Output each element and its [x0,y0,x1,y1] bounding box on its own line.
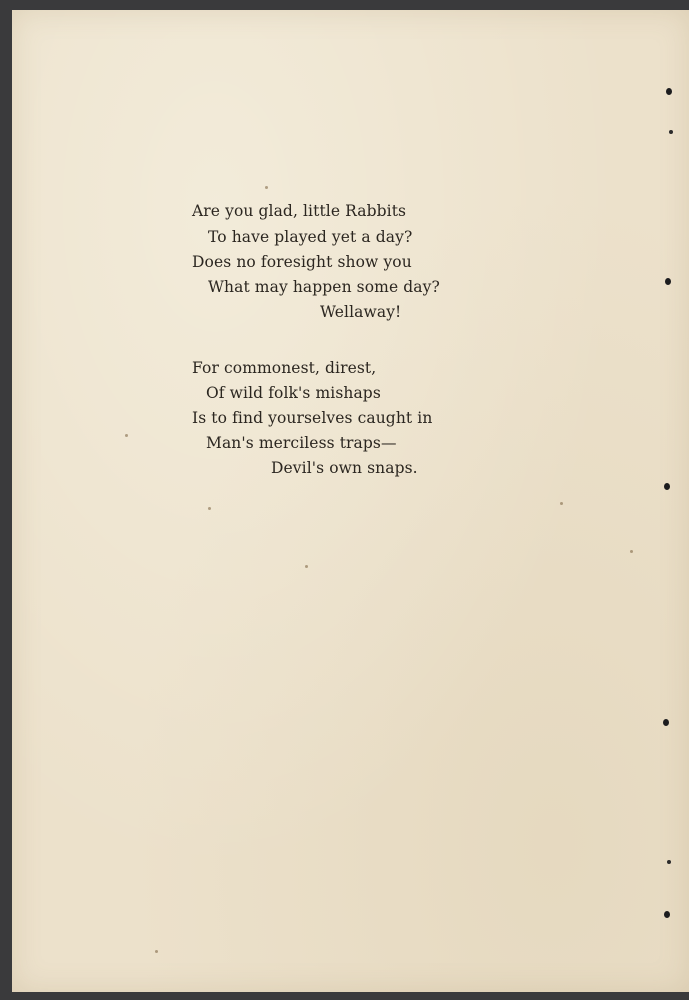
paper-speck [305,565,308,568]
poem-line: Does no foresight show you [192,253,412,271]
poem-line: What may happen some day? [208,278,440,296]
poem-line: Wellaway! [320,303,402,321]
binding-hole [665,278,671,285]
poem-line: Man's merciless traps— [206,434,397,452]
paper-speck [155,950,158,953]
binding-hole [667,860,671,864]
paper-speck [208,507,211,510]
binding-hole [666,88,672,95]
paper-speck [125,434,128,437]
paper-speck [560,502,563,505]
poem-line: To have played yet a day? [208,228,413,246]
binding-hole [663,719,669,726]
binding-hole [664,483,670,490]
poem-line: Is to find yourselves caught in [192,409,433,427]
poem-line: For commonest, direst, [192,359,377,377]
paper-speck [265,186,268,189]
poem-line: Of wild folk's mishaps [206,384,381,402]
book-page [12,10,689,992]
poem-line: Devil's own snaps. [271,459,418,477]
binding-hole [664,911,670,918]
poem-line: Are you glad, little Rabbits [192,202,407,220]
paper-speck [630,550,633,553]
binding-hole [669,130,673,134]
